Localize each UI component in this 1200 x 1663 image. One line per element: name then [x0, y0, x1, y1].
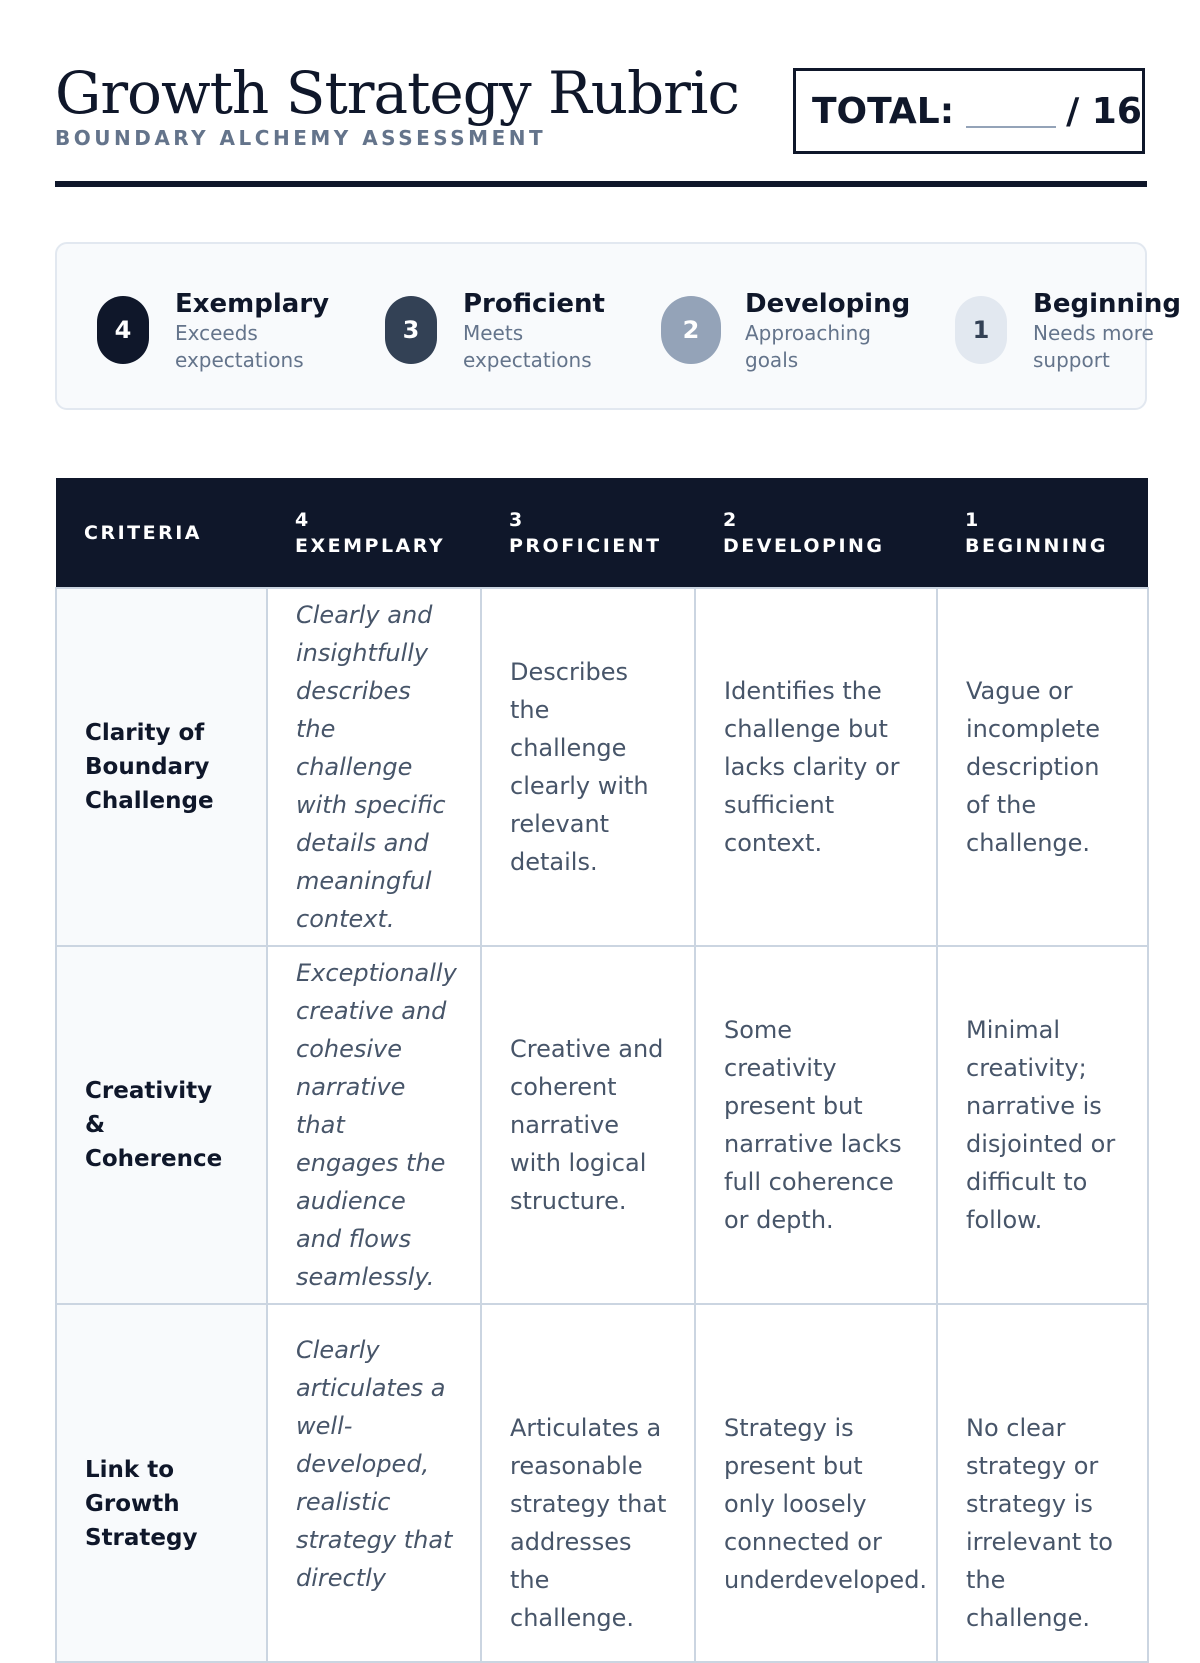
column-header-proficient: 3 PROFICIENT — [481, 478, 695, 588]
page-subtitle: BOUNDARY ALCHEMY ASSESSMENT — [55, 126, 547, 150]
beginning-cell[interactable]: No clear strategy or strategy is irrelevant to the challenge. — [937, 1304, 1148, 1662]
criteria-cell: Creativity & Coherence — [56, 946, 267, 1304]
developing-cell[interactable]: Some creativity present but narrative lacks full coherence or depth. — [695, 946, 937, 1304]
beginning-cell[interactable]: Vague or incomplete description of the challenge. — [937, 588, 1148, 946]
legend-level-name: Proficient — [463, 289, 605, 319]
table-row — [56, 946, 1148, 1304]
total-score-box — [793, 68, 1145, 154]
score-badge: 4 — [97, 296, 149, 364]
proficient-cell[interactable]: Creative and coherent narrative with logical structure. — [481, 946, 695, 1304]
legend-level-description: Exceeds expectations — [175, 321, 304, 372]
total-max-score: / 16 — [1066, 90, 1142, 132]
criteria-cell: Link to Growth Strategy — [56, 1304, 267, 1662]
score-badge: 3 — [385, 296, 437, 364]
legend-item-proficient — [385, 288, 613, 374]
legend-level-description: Meets expectations — [463, 321, 592, 372]
header-divider — [55, 181, 1147, 187]
total-label: TOTAL: — [812, 90, 955, 132]
proficient-cell[interactable]: Articulates a reasonable strategy that addresses the challenge. — [481, 1304, 695, 1662]
legend-level-description: Needs more support — [1033, 321, 1154, 372]
column-header-beginning: 1 BEGINNING — [937, 478, 1148, 588]
score-badge: 2 — [661, 296, 721, 364]
legend-level-name: Developing — [745, 289, 911, 319]
table-row — [56, 1304, 1148, 1662]
exemplary-cell[interactable]: Clearly and insightfully describes the challenge with specific details and meaningful context. — [267, 588, 481, 946]
rubric-header — [55, 58, 1145, 188]
exemplary-cell[interactable]: Clearly articulates a well-developed, realistic strategy that directly — [267, 1304, 481, 1662]
table-header-row — [56, 478, 1148, 588]
legend-level-description: Approaching goals — [745, 321, 871, 372]
criteria-cell: Clarity of Boundary Challenge — [56, 588, 267, 946]
developing-cell[interactable]: Identifies the challenge but lacks clarity or sufficient context. — [695, 588, 937, 946]
table-row — [56, 588, 1148, 946]
total-score-blank[interactable] — [966, 126, 1056, 128]
column-header-criteria: CRITERIA — [56, 478, 267, 588]
proficient-cell[interactable]: Describes the challenge clearly with relevant details. — [481, 588, 695, 946]
page-title: Growth Strategy Rubric — [55, 59, 739, 127]
developing-cell[interactable]: Strategy is present but only loosely connected or underdeveloped. — [695, 1304, 937, 1662]
score-legend — [55, 242, 1182, 410]
legend-item-beginning — [955, 288, 1181, 374]
column-header-exemplary: 4 EXEMPLARY — [267, 478, 481, 588]
score-badge: 1 — [955, 296, 1007, 364]
column-header-developing: 2 DEVELOPING — [695, 478, 937, 588]
legend-level-name: Beginning — [1033, 289, 1182, 319]
beginning-cell[interactable]: Minimal creativity; narrative is disjointed or difficult to follow. — [937, 946, 1148, 1304]
legend-level-name: Exemplary — [175, 289, 330, 319]
exemplary-cell[interactable]: Exceptionally creative and cohesive narrative that engages the audience and flows seamlessly. — [267, 946, 481, 1304]
legend-item-exemplary — [97, 288, 329, 374]
legend-item-developing — [661, 288, 910, 374]
rubric-table — [55, 478, 1149, 1663]
